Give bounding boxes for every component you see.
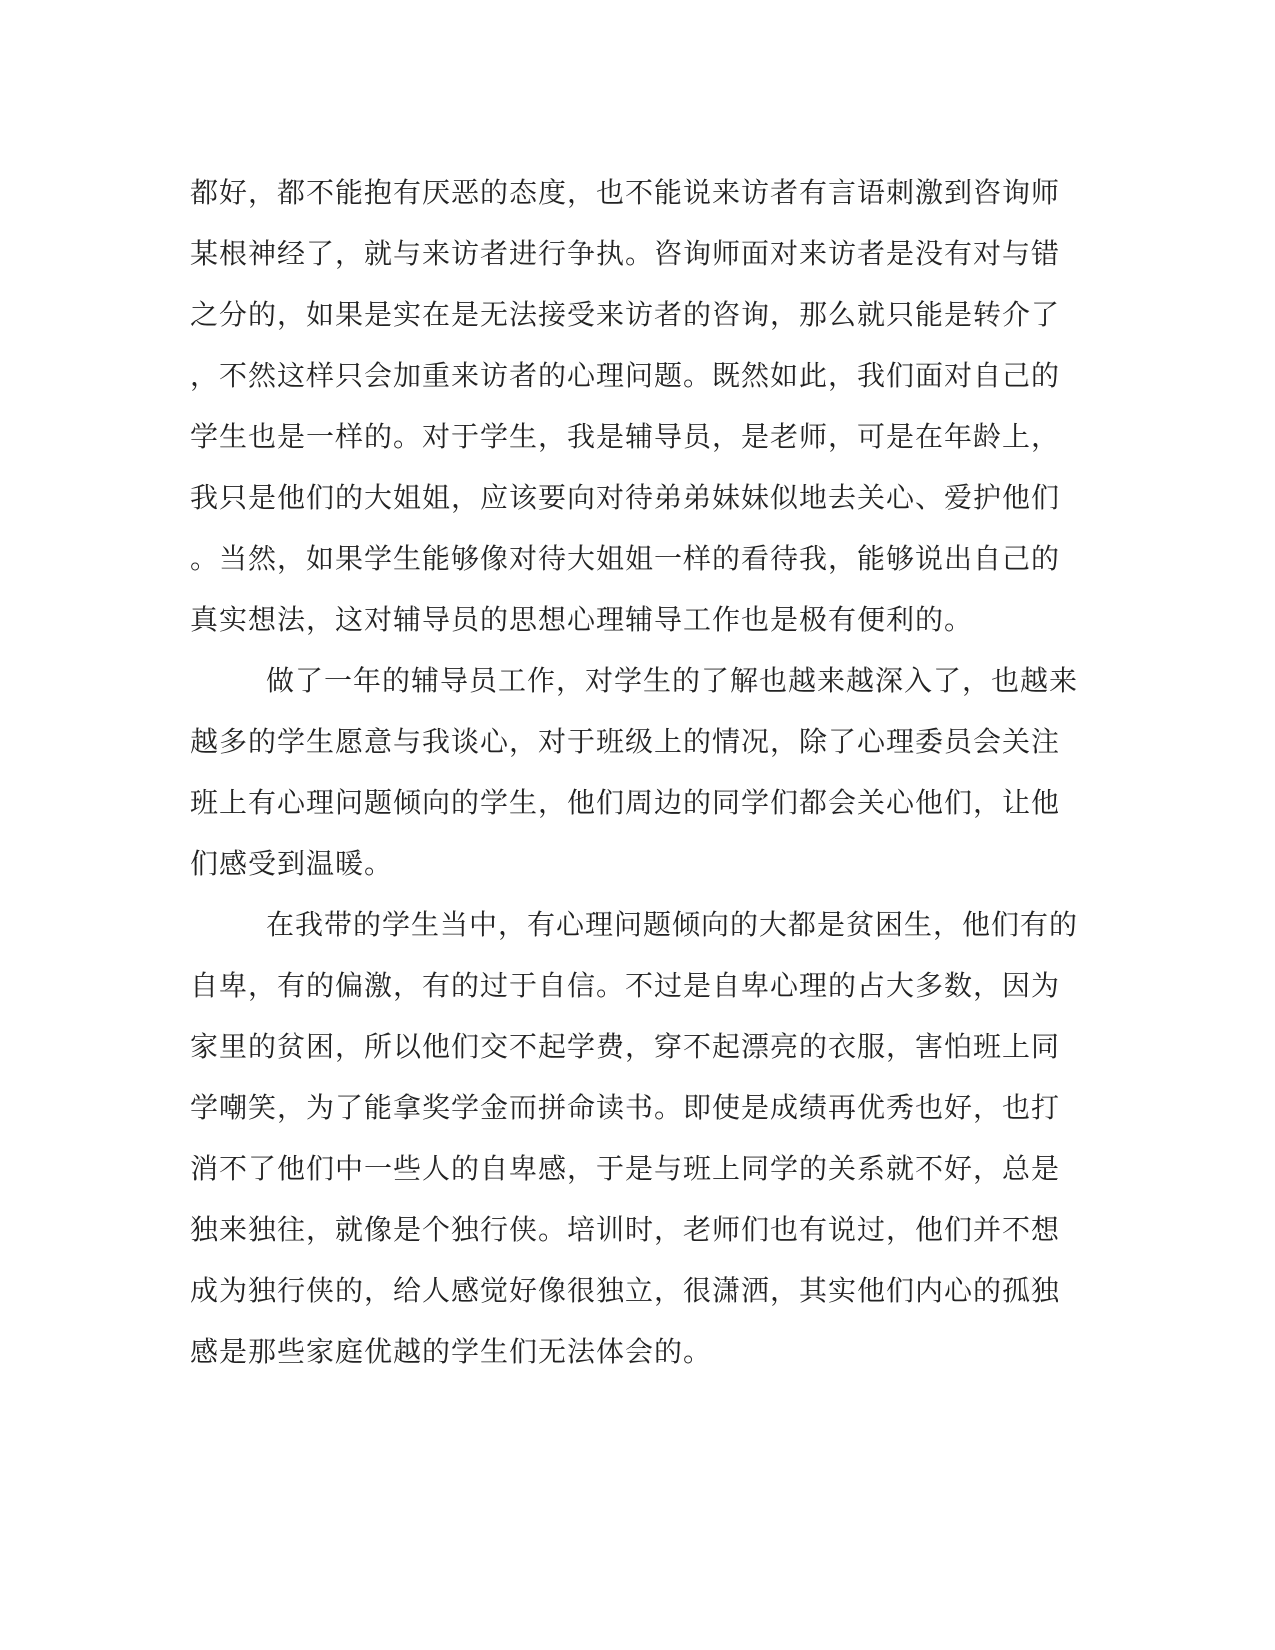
text-line: ，不然这样只会加重来访者的心理问题。既然如此，我们面对自己的 bbox=[190, 359, 1061, 392]
paragraph-3 bbox=[190, 894, 1090, 1382]
text-line: 真实想法，这对辅导员的思想心理辅导工作也是极有便利的。 bbox=[190, 603, 974, 636]
text-line: 班上有心理问题倾向的学生，他们周边的同学们都会关心他们，让他 bbox=[190, 786, 1061, 819]
paragraph-2 bbox=[190, 650, 1090, 894]
text-line: 学嘲笑，为了能拿奖学金而拼命读书。即使是成绩再优秀也好，也打 bbox=[190, 1091, 1061, 1124]
text-line: 在我带的学生当中，有心理问题倾向的大都是贫困生，他们有的 bbox=[266, 908, 1079, 941]
text-line: 越多的学生愿意与我谈心，对于班级上的情况，除了心理委员会关注 bbox=[190, 725, 1061, 758]
text-line: 。当然，如果学生能够像对待大姐姐一样的看待我，能够说出自己的 bbox=[190, 542, 1061, 575]
text-line: 成为独行侠的，给人感觉好像很独立，很潇洒，其实他们内心的孤独 bbox=[190, 1274, 1061, 1307]
text-line: 感是那些家庭优越的学生们无法体会的。 bbox=[190, 1335, 713, 1368]
text-line: 做了一年的辅导员工作，对学生的了解也越来越深入了，也越来 bbox=[266, 664, 1079, 697]
paragraph-1 bbox=[190, 162, 1090, 650]
text-line: 自卑，有的偏激，有的过于自信。不过是自卑心理的占大多数，因为 bbox=[190, 969, 1061, 1002]
text-line: 消不了他们中一些人的自卑感，于是与班上同学的关系就不好，总是 bbox=[190, 1152, 1061, 1185]
text-line: 某根神经了，就与来访者进行争执。咨询师面对来访者是没有对与错 bbox=[190, 237, 1061, 270]
text-line: 之分的，如果是实在是无法接受来访者的咨询，那么就只能是转介了 bbox=[190, 298, 1061, 331]
document-body bbox=[190, 162, 1090, 1382]
text-line: 家里的贫困，所以他们交不起学费，穿不起漂亮的衣服，害怕班上同 bbox=[190, 1030, 1061, 1063]
text-line: 我只是他们的大姐姐，应该要向对待弟弟妹妹似地去关心、爱护他们 bbox=[190, 481, 1061, 514]
text-line: 学生也是一样的。对于学生，我是辅导员，是老师，可是在年龄上， bbox=[190, 420, 1061, 453]
text-line: 独来独往，就像是个独行侠。培训时，老师们也有说过，他们并不想 bbox=[190, 1213, 1061, 1246]
text-line: 都好，都不能抱有厌恶的态度，也不能说来访者有言语刺激到咨询师 bbox=[190, 176, 1061, 209]
text-line: 们感受到温暖。 bbox=[190, 847, 394, 880]
